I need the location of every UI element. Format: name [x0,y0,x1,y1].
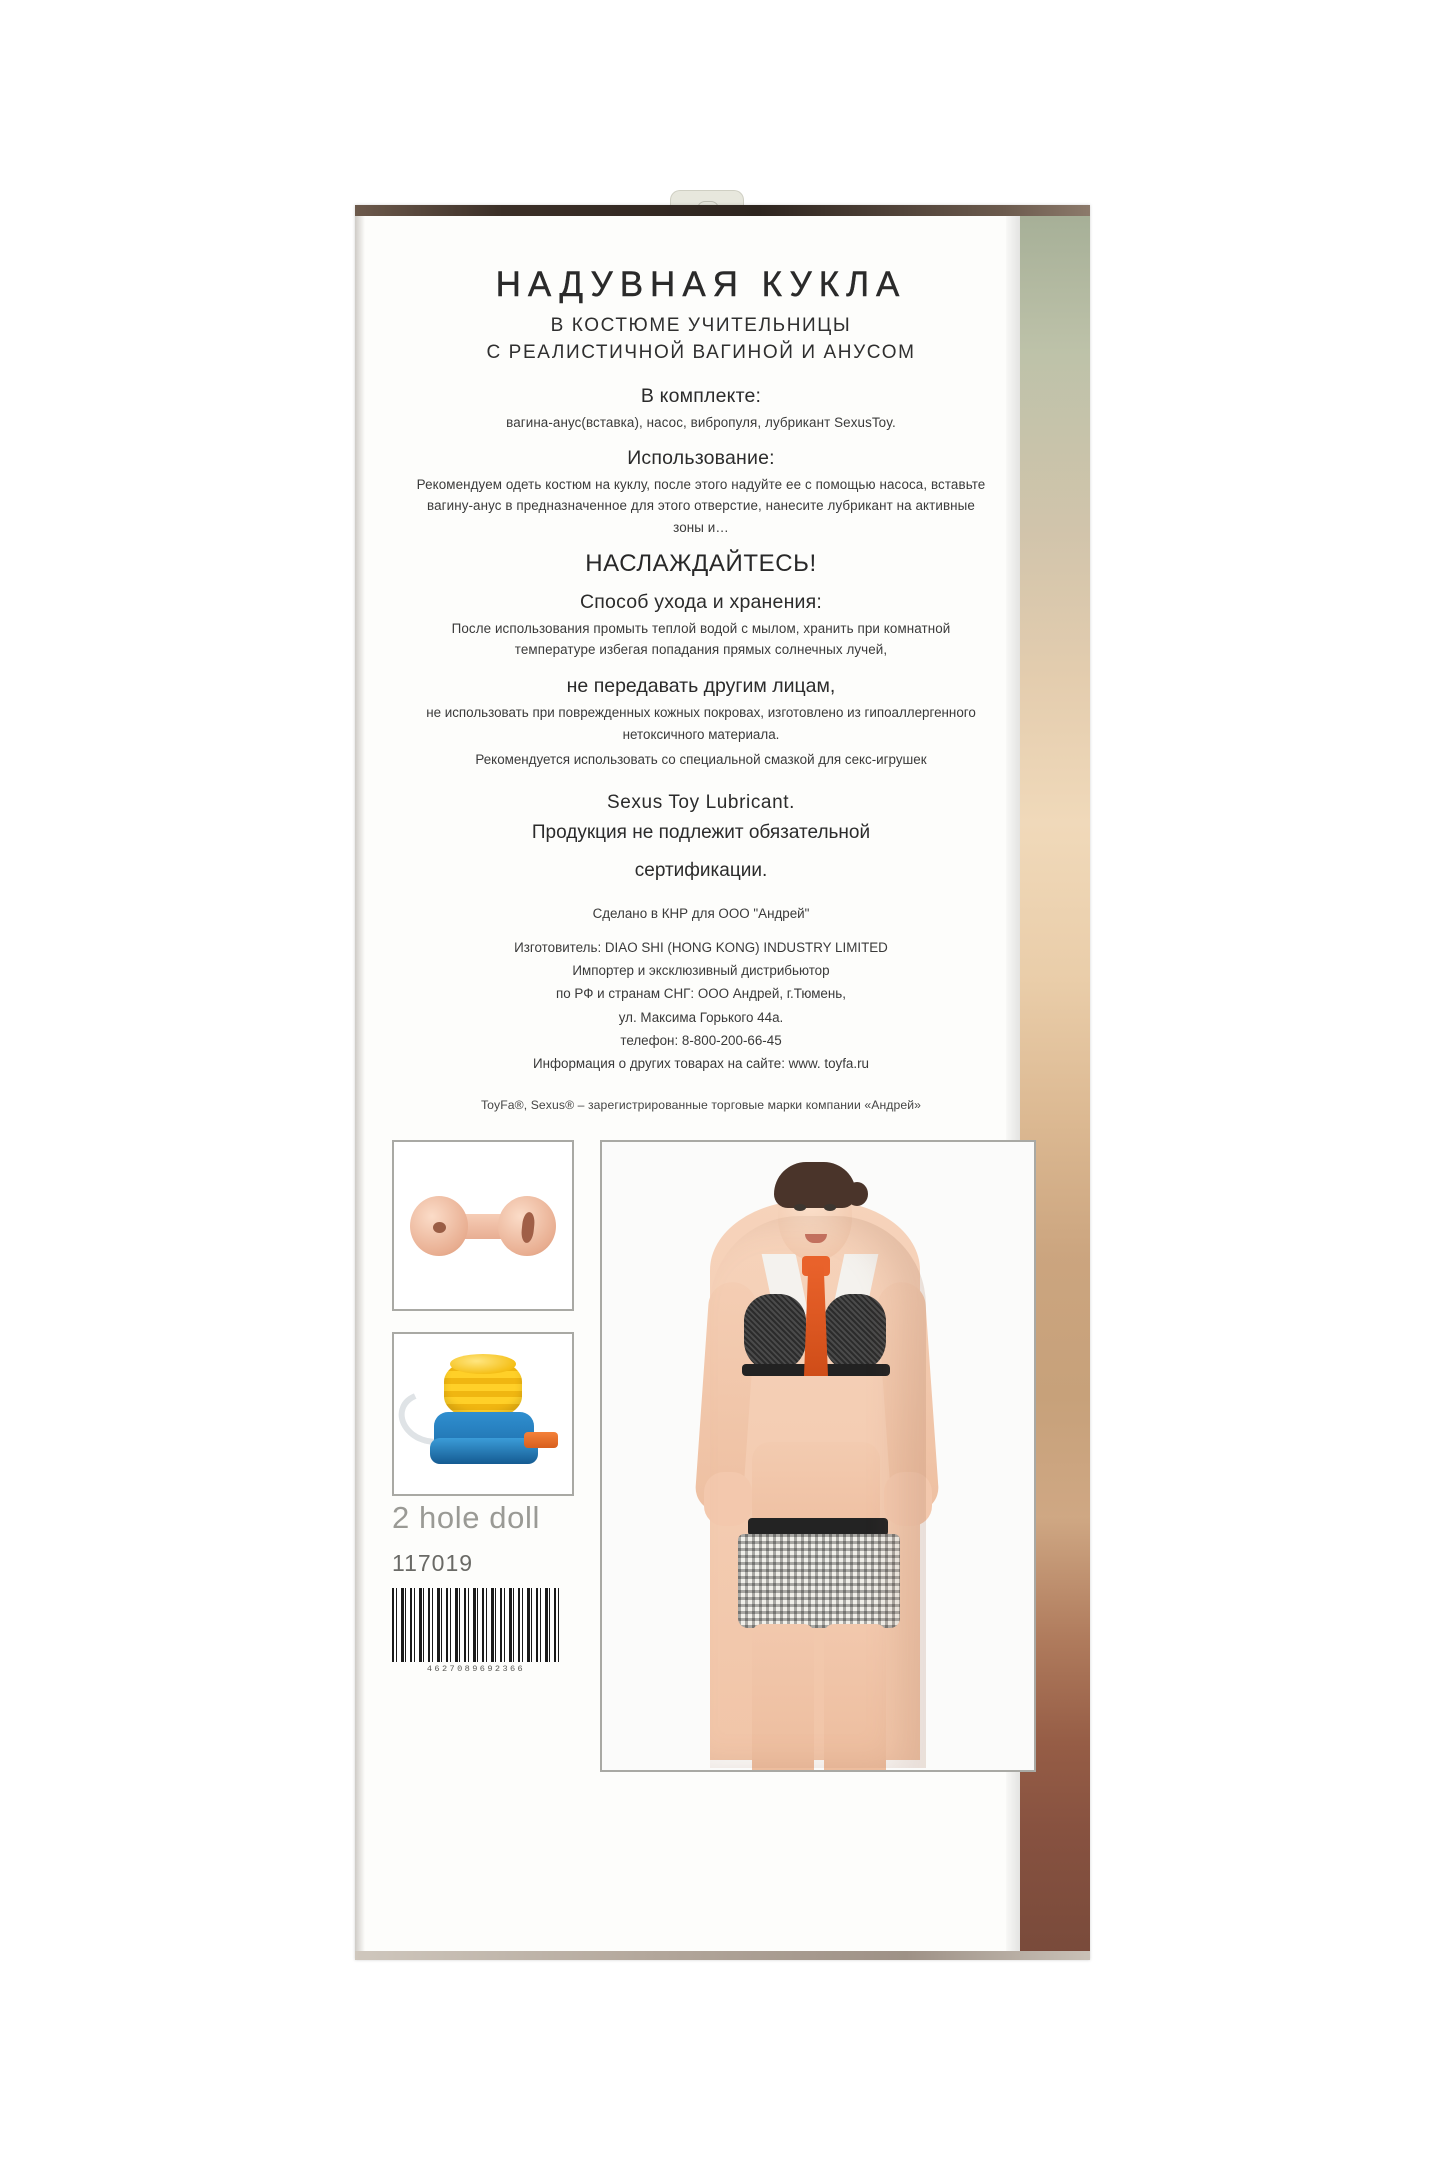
package-text-block [381,227,1021,1112]
phone-number: телефон: 8-800-200-66-45 [620,1033,782,1049]
website-note: Информация о других товарах на сайте: www. toyfa.ru [532,1056,870,1072]
doll-hand-left [704,1472,752,1526]
product-subtitle-line2: С РЕАЛИСТИЧНОЙ ВАГИНОЙ И АНУСОМ [486,341,916,363]
doll-skirt [738,1534,900,1628]
care-heading: Способ ухода и хранения: [579,590,823,613]
doll-leg-left [752,1624,814,1770]
barcode-digits: 4627089692366 [426,1664,526,1674]
care-text-3: Рекомендуется использовать со специальной смазкой для секс-игрушек [475,752,927,768]
lubricant-brand: Sexus Toy Lubricant. [606,792,796,814]
product-subtitle-line1: В КОСТЮМЕ УЧИТЕЛЬНИЦЫ [550,315,852,336]
insert-photo-panel [392,1140,574,1311]
vagina-opening [520,1211,535,1243]
usage-text: Рекомендуем одеть костюм на куклу, после этого надуйте ее с помощью насоса, вставьте вагину-анус в предназначенное для этого отверстие, нанесите лубрикант на активные зоны и… [416,476,986,536]
doll-photo-panel [600,1140,1036,1772]
pump-top-cap [450,1354,516,1374]
kit-text: вагина-анус(вставка), насос, вибропуля, лубрикант SexusToy. [506,414,896,430]
doll-eye-right [824,1204,836,1211]
sku-label: 117019 [392,1550,474,1576]
pump-nozzle [524,1432,558,1448]
doll-bra-right-cup [824,1294,886,1372]
legal-block [407,902,995,1075]
foot-pump-illustration [412,1352,554,1476]
doll-hand-right [884,1472,932,1526]
usage-heading: Использование: [627,446,775,469]
insert-sleeve-illustration [410,1194,556,1258]
sleeve-anus-end [410,1196,468,1256]
trademark-note: ToyFa®, Sexus® – зарегистрированные торговые марки компании «Андрей» [480,1097,922,1112]
care-text: После использования промыть теплой водой с мылом, хранить при комнатной температуре избегая попадания прямых солнечных лучей, [451,620,951,658]
doll-hair-bun [846,1182,868,1206]
kit-heading: В комплекте: [640,384,762,407]
sleeve-vagina-end [498,1196,556,1256]
doll-leg-right [824,1624,886,1770]
doll-eye-left [794,1204,806,1211]
product-title: НАДУВНАЯ КУКЛА [495,265,907,304]
importer-line-1: Импортер и эксклюзивный дистрибьютор [572,963,830,979]
doll-illustration [602,1142,1034,1770]
barcode-image [392,1588,560,1662]
package-bottom-edge [355,1951,1090,1960]
manufacturer-text: Изготовитель: DIAO SHI (HONG KONG) INDUSTRY LIMITED [514,939,888,955]
product-package-back [355,205,1090,1960]
pump-base-lower [430,1438,538,1464]
certification-line-2: сертификации. [634,860,768,882]
product-subtitle [381,313,1021,367]
package-top-edge [355,205,1090,216]
package-left-shadow [355,216,365,1951]
no-share-warning: не передавать другим лицам, [566,675,836,698]
importer-line-2: по РФ и странам СНГ: ООО Андрей, г.Тюмень, [556,986,846,1002]
importer-line-3: ул. Максима Горького 44а. [618,1009,784,1025]
pump-photo-panel [392,1332,574,1496]
doll-hair [774,1162,856,1208]
made-in-text: Сделано в КНР для ООО "Андрей" [592,906,810,922]
model-name-label: 2 hole doll [392,1500,540,1535]
package-photo-panels [383,1140,1063,1900]
anus-opening [433,1222,446,1233]
enjoy-callout: НАСЛАЖДАЙТЕСЬ! [585,549,817,577]
care-text-2: не использовать при поврежденных кожных покровах, изготовлено из гипоаллергенного нетоксичного материала. [426,705,976,742]
doll-bra-left-cup [744,1294,806,1372]
certification-line-1: Продукция не подлежит обязательной [531,822,871,844]
